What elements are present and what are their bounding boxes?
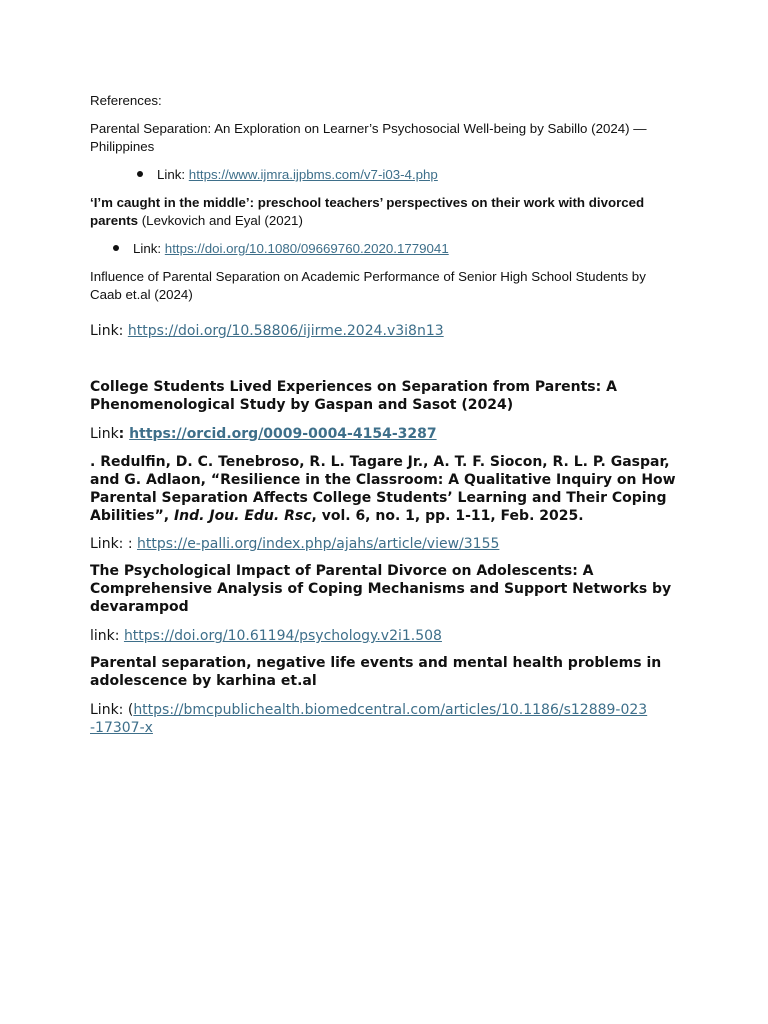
reference-6-link-line bbox=[90, 627, 680, 645]
reference-1-link-line bbox=[137, 166, 677, 184]
reference-4-title: College Students Lived Experiences on Separation from Parents: A Phenomenological Study by Gaspan and Sasot (2024) bbox=[90, 379, 617, 413]
reference-5-url-link[interactable]: https://e-palli.org/index.php/ajahs/article/view/3155 bbox=[137, 536, 500, 552]
bullet-icon bbox=[137, 171, 143, 177]
reference-1-title: Parental Separation: An Exploration on Learner’s Psychosocial Well-being by Sabillo (2024) — Philippines bbox=[90, 121, 647, 154]
reference-2-url-link[interactable]: https://doi.org/10.1080/09669760.2020.1779041 bbox=[164, 241, 449, 256]
reference-2-title bbox=[90, 194, 680, 230]
reference-7-title: Parental separation, negative life events and mental health problems in adolescence by karhina et.al bbox=[90, 655, 662, 689]
references-heading: References: bbox=[90, 93, 162, 108]
reference-1-url-link[interactable]: https://www.ijmra.ijpbms.com/v7-i03-4.php bbox=[188, 167, 438, 182]
reference-7-link-label: Link: ( bbox=[90, 702, 134, 718]
reference-6-url-link[interactable]: https://doi.org/10.61194/psychology.v2i1.508 bbox=[123, 628, 442, 644]
reference-5-text-part2: , vol. 6, no. 1, pp. 1-11, Feb. 2025. bbox=[311, 508, 584, 524]
reference-6-title: The Psychological Impact of Parental Divorce on Adolescents: A Comprehensive Analysis of Coping Mechanisms and Support Networks by devarampod bbox=[90, 563, 672, 615]
bullet-icon bbox=[113, 245, 119, 251]
reference-7-link-line bbox=[90, 701, 650, 737]
reference-5-link-line bbox=[90, 535, 680, 553]
reference-4-link-colon: : bbox=[118, 426, 130, 442]
reference-2-title-bold: ‘I’m caught in the middle’: preschool teachers’ perspectives on their work with divorced parents bbox=[90, 195, 645, 228]
reference-3-url-link[interactable]: https://doi.org/10.58806/ijirme.2024.v3i8n13 bbox=[127, 323, 444, 339]
reference-4-url-link[interactable]: https://orcid.org/0009-0004-4154-3287 bbox=[129, 426, 437, 442]
reference-2-link-line bbox=[113, 240, 673, 258]
reference-5-link-label: Link: : bbox=[90, 536, 138, 552]
reference-6-link-label: link: bbox=[90, 628, 124, 644]
reference-5-text-part1: . Redulfin, D. C. Tenebroso, R. L. Tagare Jr., A. T. F. Siocon, R. L. P. Gaspar, and G. Adlaon, “Resilience in the Classroom: A Qualitative Inquiry on How Parental Separation Affects College Students’ Learning and Their Coping Abilities”, bbox=[90, 454, 676, 524]
reference-7-url-link[interactable]: https://bmcpublichealth.biomedcentral.com/articles/10.1186/s12889-023-17307-x bbox=[90, 702, 648, 736]
reference-2-link-label: Link: bbox=[133, 241, 165, 256]
reference-4-link-line bbox=[90, 425, 680, 443]
reference-4-link-label: Link bbox=[90, 426, 119, 442]
reference-2-title-rest: (Levkovich and Eyal (2021) bbox=[138, 213, 303, 228]
reference-5-journal: Ind. Jou. Edu. Rsc bbox=[173, 508, 312, 524]
reference-5-citation bbox=[90, 453, 680, 525]
reference-3-title: Influence of Parental Separation on Academic Performance of Senior High School Students by Caab et.al (2024) bbox=[90, 269, 646, 302]
reference-1-link-label: Link: bbox=[157, 167, 189, 182]
reference-3-link-label: Link: bbox=[90, 323, 128, 339]
reference-3-link-line bbox=[90, 322, 680, 340]
